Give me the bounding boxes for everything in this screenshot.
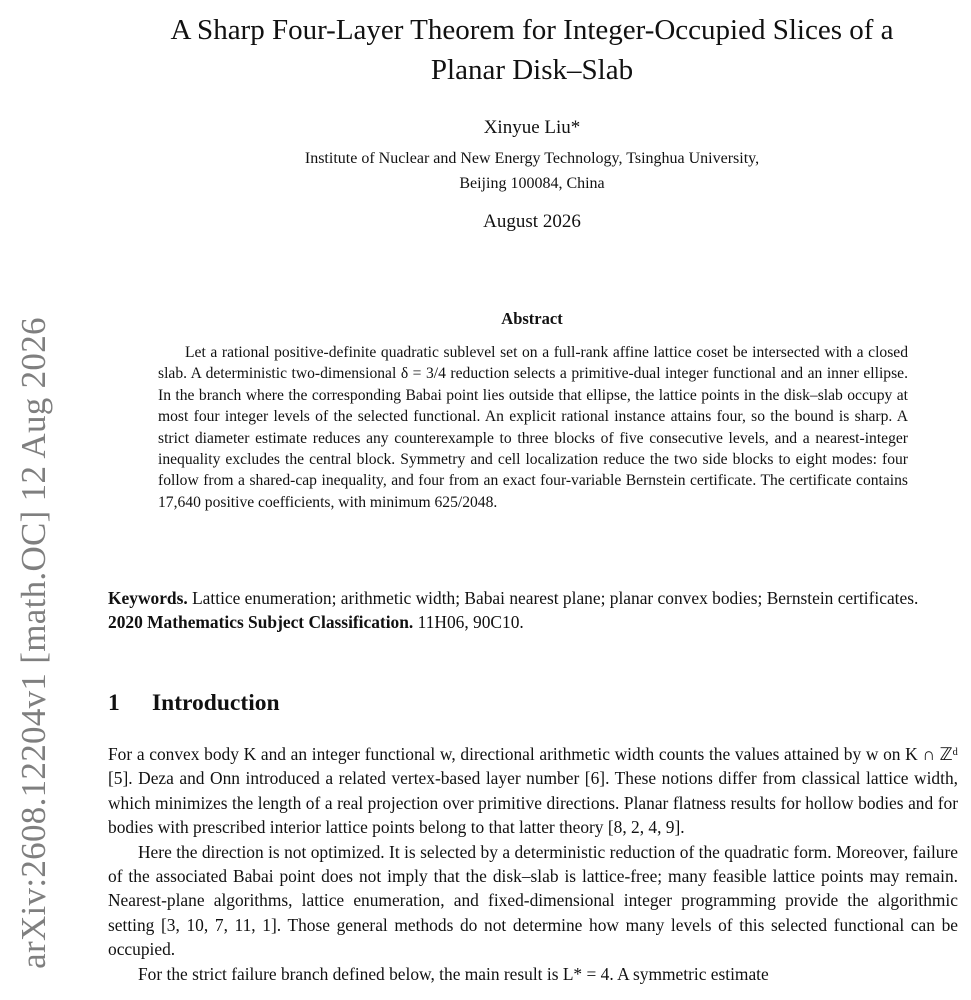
affiliation-line-2: Beijing 100084, China (459, 175, 605, 192)
introduction-body (108, 742, 958, 986)
keywords-block (108, 587, 958, 634)
author-name: Xinyue Liu* (483, 117, 581, 138)
title-line-1: A Sharp Four-Layer Theorem for Integer-Occupied Slices of a (170, 14, 894, 46)
abstract-heading: Abstract (501, 309, 563, 328)
msc-label: 2020 Mathematics Subject Classification. (108, 611, 414, 632)
arxiv-identifier: arXiv:2608.12204v1 [math.OC] 12 Aug 2026 (14, 317, 53, 969)
paper-title (108, 10, 956, 90)
section-title: Introduction (152, 690, 280, 716)
section-number: 1 (108, 690, 120, 716)
intro-paragraph-2: Here the direction is not optimized. It is selected by a deterministic reduction of the quadratic form. Moreover, failure of the associated Babai point does not imply that the disk–slab is lattice-free; many feasible lattice points may remain. Nearest-plane algorithms, lattice enumeration, and fixed-dimensional integer programming provide the algorithmic setting [3, 10, 7, 11, 1]. Those general methods do not determine how many levels of this selected functional can be occupied. (108, 841, 958, 960)
paper-date: August 2026 (483, 211, 581, 232)
affiliation (108, 146, 956, 196)
affiliation-line-1: Institute of Nuclear and New Energy Technology, Tsinghua University, (304, 150, 760, 167)
abstract-body: Let a rational positive-definite quadratic sublevel set on a full-rank affine lattice coset be intersected with a closed slab. A deterministic two-dimensional δ = 3/4 reduction selects a primitive-dual integer functional and an inner ellipse. In the branch where the corresponding Babai point lies outside that ellipse, the lattice points in the disk–slab occupy at most four integer levels of the selected functional. An explicit rational instance attains four, so the bound is sharp. A strict diameter estimate reduces any counterexample to three blocks of five consecutive levels, and a nearest-integer inequality excludes the central block. Symmetry and cell localization reduce the two side blocks to eight modes: four follow from a shared-cap inequality, and four from an exact four-variable Bernstein certificate. The certificate contains 17,640 positive coefficients, with minimum 625/2048. (158, 344, 908, 511)
keywords-text: Lattice enumeration; arithmetic width; Babai nearest plane; planar convex bodies; Bernstein certificates. (192, 588, 919, 608)
title-line-2: Planar Disk–Slab (430, 54, 634, 86)
keywords-label: Keywords. (108, 588, 188, 608)
keywords-line (108, 587, 958, 611)
msc-line (108, 611, 958, 635)
intro-paragraph-3: For the strict failure branch defined below, the main result is L* = 4. A symmetric estimate (138, 963, 769, 984)
intro-paragraph-1: For a convex body K and an integer functional w, directional arithmetic width counts the values attained by w on K ∩ ℤᵈ [5]. Deza and Onn introduced a related vertex-based layer number [6]. These notions differ from classical lattice width, which minimizes the length of a real projection over primitive directions. Planar flatness results for hollow bodies and for bodies with prescribed interior lattice points belong to that latter theory [8, 2, 4, 9]. (108, 744, 958, 838)
section-heading (108, 690, 280, 717)
msc-text: 11H06, 90C10. (417, 611, 524, 632)
